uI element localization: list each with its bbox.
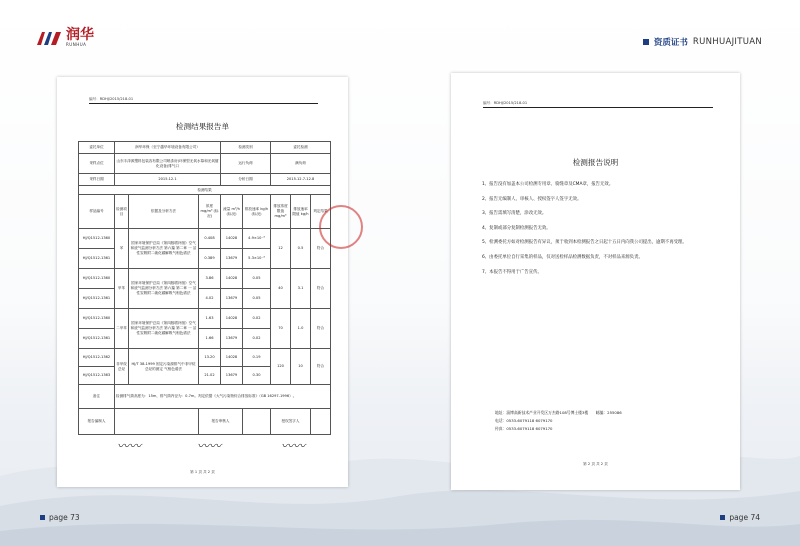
test-method: HJ/T 38-1999 固定污染源排气中非甲烷总烃的测定 气相色谱法 <box>129 349 199 385</box>
sample-id: HJ/Q1512-1363 <box>79 367 115 385</box>
concentration: 1.63 <box>199 309 221 329</box>
page-number-text: page 74 <box>729 513 760 522</box>
emission-rate: 0.02 <box>243 309 271 329</box>
result-table <box>78 141 331 435</box>
concentration: 1.66 <box>199 329 221 349</box>
judgement: 符合 <box>311 349 331 385</box>
col-header: 排放浓度限值 mg/m³ <box>271 195 291 229</box>
doc-number: 编号：RDHJ/2015/218-01 <box>483 101 528 105</box>
col-header: 依据及分析方法 <box>129 195 199 229</box>
square-bullet-icon <box>720 515 725 520</box>
page-footer: 第 1 页 共 2 页 <box>190 470 215 474</box>
limit-rate: 10 <box>291 349 311 385</box>
test-type-label: 检测类别 <box>221 142 271 154</box>
note-item: 4、复制或部分复制检测报告无效。 <box>482 225 551 231</box>
emission-rate: 5.3×10⁻³ <box>243 249 271 269</box>
section-header <box>643 36 762 48</box>
results-heading: 检测结果 <box>79 186 331 195</box>
page-footer: 第 2 页 共 2 页 <box>583 462 608 466</box>
sample-id: HJ/Q1512-1360 <box>79 269 115 289</box>
page-number-right <box>720 513 760 522</box>
limit-rate: 3.1 <box>291 269 311 309</box>
flow: 14028 <box>221 229 243 249</box>
note-item: 3、报告需填写清楚，涂改无效。 <box>482 211 547 217</box>
test-item: 二甲苯 <box>115 309 129 349</box>
brand-logo <box>36 28 94 47</box>
col-header: 排放速率限值 kg/h <box>291 195 311 229</box>
notes-title: 检测报告说明 <box>572 158 619 167</box>
phone: 电话：0533-6079118 6079170 <box>495 418 553 423</box>
concentration: 21.02 <box>199 367 221 385</box>
judgement: 符合 <box>311 269 331 309</box>
concentration: 13.20 <box>199 349 221 367</box>
limit-concentration: 12 <box>271 229 291 269</box>
flow: 14028 <box>221 349 243 367</box>
operation-label: 运行负荷 <box>221 154 271 174</box>
section-title-en: RUNHUAJITUAN <box>692 37 762 47</box>
report-notes-sheet <box>451 73 740 490</box>
remarks-value: 检测排气筒高度为：15m，排气筒内径为：0.7m。判定依据《大气污染物综合排放标准》（GB 16297-1996）。 <box>115 385 331 409</box>
sampling-point-label: 采样点位 <box>79 154 115 174</box>
sampling-point-value: 山东丰泽源塑料包装容有限公司喷漆房(环保型无氧水幕和光氧催化设备)排气口 <box>115 154 221 174</box>
emission-rate: 0.19 <box>243 349 271 367</box>
emission-rate: 0.05 <box>243 289 271 309</box>
concentration: 0.389 <box>199 249 221 269</box>
analysis-date-value: 2015.12.7-12.8 <box>271 174 331 186</box>
contact-block <box>495 409 622 433</box>
operation-value: 满负荷 <box>271 154 331 174</box>
page-number-left <box>40 513 80 522</box>
square-bullet-icon <box>40 515 45 520</box>
concentration: 4.02 <box>199 289 221 309</box>
emission-rate: 0.02 <box>243 329 271 349</box>
client-label: 委托单位 <box>79 142 115 154</box>
doc-number: 编号：RDHJ/2015/218-01 <box>89 97 134 101</box>
judgement: 符合 <box>311 309 331 349</box>
page-number-text: page 73 <box>49 513 80 522</box>
col-header: 排放速率 kg/h (标况) <box>243 195 271 229</box>
section-title-cn: 资质证书 <box>653 38 688 48</box>
test-item: 非甲烷总烃 <box>115 349 129 385</box>
remarks-label: 备注 <box>79 385 115 409</box>
flow: 14028 <box>221 309 243 329</box>
test-method: 国家环境保护总局《第四版增补版》空气和废气监测分析方法 第六篇 第二章 一 活性炭吸附二硫化碳解吸气相色谱法 <box>129 309 199 349</box>
flow: 13679 <box>221 329 243 349</box>
sample-id: HJ/Q1512-1361 <box>79 249 115 269</box>
concentration: 0.408 <box>199 229 221 249</box>
test-item: 甲苯 <box>115 269 129 309</box>
note-item: 1、报告没有加盖本公司检测专用章、骑缝章及CMA章，报告无效。 <box>482 182 614 187</box>
flow: 13679 <box>221 249 243 269</box>
red-seal-stamp <box>319 205 363 249</box>
sig-box-authorizer <box>311 409 331 435</box>
col-header: 检测项目 <box>115 195 129 229</box>
emission-rate: 4.9×10⁻³ <box>243 229 271 249</box>
test-type-value: 委托检测 <box>271 142 331 154</box>
col-header: 样品编号 <box>79 195 115 229</box>
sig-box-reviewer <box>243 409 271 435</box>
flow: 13679 <box>221 367 243 385</box>
flow: 13679 <box>221 289 243 309</box>
emission-rate: 0.30 <box>243 367 271 385</box>
test-item: 苯 <box>115 229 129 269</box>
sampling-date-label: 采样日期 <box>79 174 115 186</box>
note-item: 7、本报告不得用于广告宣传。 <box>482 269 542 275</box>
report-title: 检测结果报告单 <box>175 122 230 131</box>
sig-label: 报告编制人 <box>79 409 115 435</box>
header-rule <box>483 107 713 108</box>
analysis-date-label: 分析日期 <box>221 174 271 186</box>
signature-reviewer: 〰〰 <box>197 439 222 453</box>
judgement: 符合 <box>311 229 331 269</box>
sig-box-preparer <box>115 409 199 435</box>
limit-rate: 1.0 <box>291 309 311 349</box>
sample-id: HJ/Q1512-1360 <box>79 309 115 329</box>
sample-id: HJ/Q1512-1361 <box>79 329 115 349</box>
limit-concentration: 40 <box>271 269 291 309</box>
test-method: 国家环境保护总局《第四版增补版》空气和废气监测分析方法 第六篇 第二章 一 活性炭吸附二硫化碳解吸气相色谱法 <box>129 229 199 269</box>
concentration: 3.86 <box>199 269 221 289</box>
notes-list <box>482 182 718 284</box>
emission-rate: 0.05 <box>243 269 271 289</box>
square-bullet-icon <box>643 39 649 45</box>
flow: 14028 <box>221 269 243 289</box>
header-rule <box>89 103 318 104</box>
logo-text-en: RUNHUA <box>66 42 87 47</box>
sample-id: HJ/Q1512-1362 <box>79 349 115 367</box>
sig-label: 授权签字人 <box>271 409 311 435</box>
runhua-logo-icon <box>36 29 62 47</box>
sig-label: 报告审核人 <box>199 409 243 435</box>
note-item: 6、由委托单位自行采集的样品，仅对送检样品检测数据负责，不对样品来源负责。 <box>482 254 643 260</box>
col-header: 判定结果 <box>311 195 331 229</box>
limit-concentration: 70 <box>271 309 291 349</box>
limit-rate: 0.5 <box>291 229 311 269</box>
signature-authorizer: 〰〰 <box>281 439 306 453</box>
client-value: 润华环保（至宁越华环境设备有限公司） <box>115 142 221 154</box>
sampling-date-value: 2015.12.1 <box>115 174 221 186</box>
note-item: 2、报告无编制人、审核人、授权签字人签字无效。 <box>482 196 582 202</box>
note-item: 5、检测委托方如对检测报告有异议，须于收到本检测报告之日起十五日内向我公司提出，逾期不再受理。 <box>482 240 687 246</box>
col-header: 浓度 mg/m³ (标况) <box>199 195 221 229</box>
logo-text-cn: 润华 <box>66 27 94 43</box>
fax: 传真：0533-6079118 6079170 <box>495 426 553 431</box>
limit-concentration: 120 <box>271 349 291 385</box>
address: 地址：淄博高新技术产业开发区万杰路108号博士楼3楼 邮编：255086 <box>495 410 622 415</box>
col-header: 流量 m³/h (标况) <box>221 195 243 229</box>
sample-id: HJ/Q1512-1361 <box>79 289 115 309</box>
sample-id: HJ/Q1512-1360 <box>79 229 115 249</box>
test-method: 国家环境保护总局《第四版增补版》空气和废气监测分析方法 第六篇 第二章 一 活性炭吸附二硫化碳解吸气相色谱法 <box>129 269 199 309</box>
signature-preparer: 〰〰 <box>117 439 142 453</box>
test-result-report-sheet <box>57 77 348 487</box>
